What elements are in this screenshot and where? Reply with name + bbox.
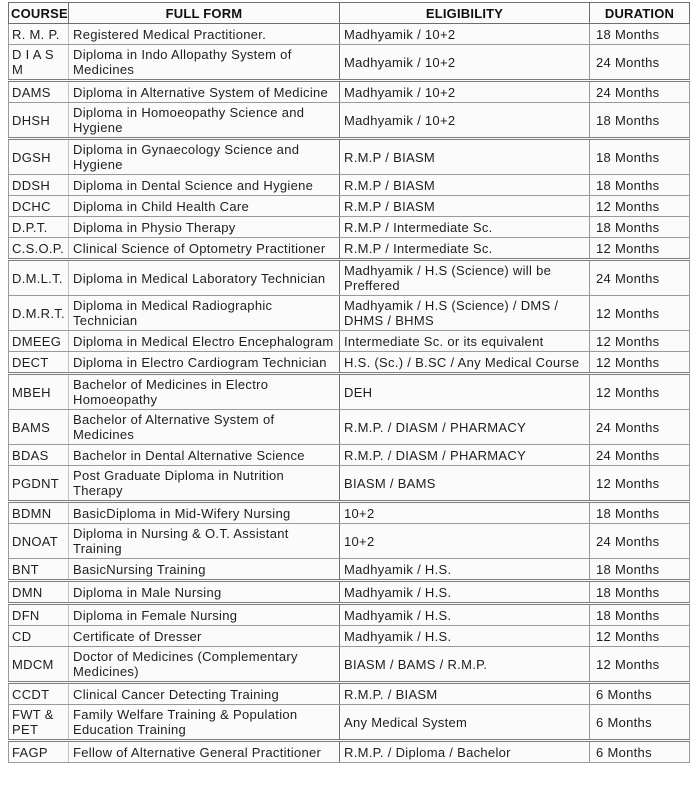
cell-full-form: Diploma in Electro Cardiogram Technician: [69, 352, 340, 374]
cell-full-form: Diploma in Medical Laboratory Technician: [69, 260, 340, 296]
cell-eligibility: Madhyamik / H.S (Science) will be Preffered: [340, 260, 590, 296]
table-row: [9, 502, 690, 524]
table-row: [9, 45, 690, 81]
cell-full-form: Clinical Science of Optometry Practitioner: [69, 238, 340, 260]
cell-course: MBEH: [9, 374, 69, 410]
cell-eligibility: R.M.P. / BIASM: [340, 683, 590, 705]
table-row: [9, 331, 690, 352]
cell-duration: 18 Months: [590, 24, 690, 45]
cell-duration: 24 Months: [590, 260, 690, 296]
table-row: [9, 352, 690, 374]
cell-course: DECT: [9, 352, 69, 374]
cell-eligibility: Madhyamik / 10+2: [340, 45, 590, 81]
cell-course: D.M.R.T.: [9, 296, 69, 331]
table-row: [9, 647, 690, 683]
table-row: [9, 24, 690, 45]
cell-eligibility: BIASM / BAMS: [340, 466, 590, 502]
cell-duration: 12 Months: [590, 331, 690, 352]
table-row: [9, 238, 690, 260]
cell-course: CCDT: [9, 683, 69, 705]
cell-full-form: Bachelor of Alternative System of Medicines: [69, 410, 340, 445]
cell-full-form: Family Welfare Training & Population Education Training: [69, 705, 340, 741]
cell-course: DDSH: [9, 175, 69, 196]
cell-full-form: Fellow of Alternative General Practitioner: [69, 741, 340, 763]
cell-course: BAMS: [9, 410, 69, 445]
table-row: [9, 260, 690, 296]
cell-eligibility: R.M.P / BIASM: [340, 196, 590, 217]
cell-duration: 12 Months: [590, 196, 690, 217]
table-row: [9, 410, 690, 445]
cell-course: MDCM: [9, 647, 69, 683]
cell-full-form: BasicDiploma in Mid-Wifery Nursing: [69, 502, 340, 524]
cell-course: R. M. P.: [9, 24, 69, 45]
cell-course: DHSH: [9, 103, 69, 139]
table-row: [9, 175, 690, 196]
cell-eligibility: Intermediate Sc. or its equivalent: [340, 331, 590, 352]
cell-course: D.P.T.: [9, 217, 69, 238]
cell-duration: 18 Months: [590, 175, 690, 196]
cell-duration: 18 Months: [590, 217, 690, 238]
cell-duration: 6 Months: [590, 683, 690, 705]
cell-course: C.S.O.P.: [9, 238, 69, 260]
cell-course: DCHC: [9, 196, 69, 217]
cell-duration: 24 Months: [590, 410, 690, 445]
cell-full-form: Bachelor in Dental Alternative Science: [69, 445, 340, 466]
cell-full-form: Registered Medical Practitioner.: [69, 24, 340, 45]
cell-duration: 12 Months: [590, 296, 690, 331]
cell-duration: 18 Months: [590, 502, 690, 524]
cell-duration: 18 Months: [590, 139, 690, 175]
cell-duration: 12 Months: [590, 647, 690, 683]
cell-course: PGDNT: [9, 466, 69, 502]
table-row: [9, 604, 690, 626]
cell-full-form: Certificate of Dresser: [69, 626, 340, 647]
column-header-duration: DURATION: [590, 3, 690, 24]
cell-course: DMN: [9, 581, 69, 604]
table-row: [9, 196, 690, 217]
cell-duration: 18 Months: [590, 604, 690, 626]
cell-full-form: Diploma in Indo Allopathy System of Medicines: [69, 45, 340, 81]
cell-duration: 12 Months: [590, 626, 690, 647]
cell-duration: 24 Months: [590, 445, 690, 466]
cell-course: BDMN: [9, 502, 69, 524]
table-row: [9, 296, 690, 331]
cell-eligibility: Madhyamik / H.S (Science) / DMS / DHMS / BHMS: [340, 296, 590, 331]
cell-full-form: Diploma in Dental Science and Hygiene: [69, 175, 340, 196]
cell-eligibility: 10+2: [340, 524, 590, 559]
cell-duration: 6 Months: [590, 741, 690, 763]
cell-eligibility: Madhyamik / 10+2: [340, 24, 590, 45]
column-header-eligibility: ELIGIBILITY: [340, 3, 590, 24]
cell-course: CD: [9, 626, 69, 647]
cell-course: BDAS: [9, 445, 69, 466]
cell-full-form: Diploma in Male Nursing: [69, 581, 340, 604]
cell-full-form: BasicNursing Training: [69, 559, 340, 581]
cell-course: DMEEG: [9, 331, 69, 352]
table-row: [9, 524, 690, 559]
cell-eligibility: Madhyamik / 10+2: [340, 81, 590, 103]
cell-duration: 12 Months: [590, 238, 690, 260]
cell-full-form: Bachelor of Medicines in Electro Homoeopathy: [69, 374, 340, 410]
cell-eligibility: R.M.P / BIASM: [340, 139, 590, 175]
cell-eligibility: R.M.P / BIASM: [340, 175, 590, 196]
cell-duration: 18 Months: [590, 559, 690, 581]
table-row: [9, 445, 690, 466]
cell-course: D I A S M: [9, 45, 69, 81]
cell-eligibility: Madhyamik / H.S.: [340, 626, 590, 647]
cell-duration: 24 Months: [590, 81, 690, 103]
table-row: [9, 81, 690, 103]
cell-eligibility: Madhyamik / 10+2: [340, 103, 590, 139]
cell-duration: 6 Months: [590, 705, 690, 741]
table-row: [9, 217, 690, 238]
courses-table: [8, 2, 690, 763]
table-row: [9, 374, 690, 410]
cell-duration: 24 Months: [590, 524, 690, 559]
cell-eligibility: R.M.P. / DIASM / PHARMACY: [340, 410, 590, 445]
cell-eligibility: 10+2: [340, 502, 590, 524]
cell-course: DGSH: [9, 139, 69, 175]
cell-full-form: Diploma in Female Nursing: [69, 604, 340, 626]
table-row: [9, 581, 690, 604]
cell-course: DFN: [9, 604, 69, 626]
cell-full-form: Clinical Cancer Detecting Training: [69, 683, 340, 705]
column-header-course: COURSE: [9, 3, 69, 24]
cell-eligibility: Any Medical System: [340, 705, 590, 741]
cell-course: D.M.L.T.: [9, 260, 69, 296]
cell-full-form: Doctor of Medicines (Complementary Medicines): [69, 647, 340, 683]
cell-full-form: Diploma in Homoeopathy Science and Hygiene: [69, 103, 340, 139]
cell-full-form: Diploma in Medical Electro Encephalogram: [69, 331, 340, 352]
cell-full-form: Diploma in Gynaecology Science and Hygiene: [69, 139, 340, 175]
courses-table-container: [8, 2, 689, 763]
table-row: [9, 103, 690, 139]
table-body: [9, 24, 690, 763]
table-row: [9, 705, 690, 741]
header-row: [9, 3, 690, 24]
cell-full-form: Post Graduate Diploma in Nutrition Therapy: [69, 466, 340, 502]
cell-full-form: Diploma in Child Health Care: [69, 196, 340, 217]
table-row: [9, 466, 690, 502]
cell-duration: 18 Months: [590, 103, 690, 139]
cell-eligibility: DEH: [340, 374, 590, 410]
cell-course: BNT: [9, 559, 69, 581]
cell-eligibility: Madhyamik / H.S.: [340, 581, 590, 604]
cell-course: DNOAT: [9, 524, 69, 559]
table-row: [9, 741, 690, 763]
cell-eligibility: H.S. (Sc.) / B.SC / Any Medical Course: [340, 352, 590, 374]
cell-full-form: Diploma in Medical Radiographic Technician: [69, 296, 340, 331]
table-header: [9, 3, 690, 24]
cell-duration: 12 Months: [590, 352, 690, 374]
table-row: [9, 559, 690, 581]
cell-duration: 24 Months: [590, 45, 690, 81]
cell-duration: 12 Months: [590, 466, 690, 502]
cell-eligibility: Madhyamik / H.S.: [340, 604, 590, 626]
table-row: [9, 683, 690, 705]
table-row: [9, 139, 690, 175]
cell-eligibility: Madhyamik / H.S.: [340, 559, 590, 581]
table-row: [9, 626, 690, 647]
cell-full-form: Diploma in Nursing & O.T. Assistant Training: [69, 524, 340, 559]
cell-course: FAGP: [9, 741, 69, 763]
cell-duration: 12 Months: [590, 374, 690, 410]
cell-course: DAMS: [9, 81, 69, 103]
column-header-full-form: FULL FORM: [69, 3, 340, 24]
cell-eligibility: BIASM / BAMS / R.M.P.: [340, 647, 590, 683]
cell-eligibility: R.M.P / Intermediate Sc.: [340, 238, 590, 260]
cell-eligibility: R.M.P. / Diploma / Bachelor: [340, 741, 590, 763]
cell-eligibility: R.M.P / Intermediate Sc.: [340, 217, 590, 238]
cell-full-form: Diploma in Physio Therapy: [69, 217, 340, 238]
cell-course: FWT & PET: [9, 705, 69, 741]
cell-duration: 18 Months: [590, 581, 690, 604]
cell-eligibility: R.M.P. / DIASM / PHARMACY: [340, 445, 590, 466]
cell-full-form: Diploma in Alternative System of Medicine: [69, 81, 340, 103]
